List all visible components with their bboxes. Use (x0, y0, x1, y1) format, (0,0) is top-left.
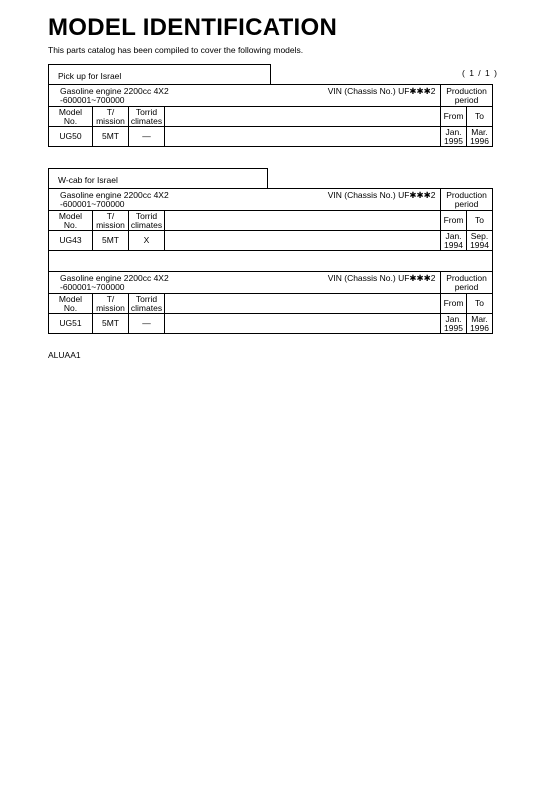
transmission: 5MT (93, 231, 129, 251)
to-header: To (467, 294, 493, 314)
from-header: From (441, 294, 467, 314)
production-period-header: Production period (441, 85, 493, 107)
from-header: From (441, 211, 467, 231)
column-header-row (49, 294, 493, 314)
to-header: To (467, 107, 493, 127)
model-no-header: Model No. (49, 211, 93, 231)
engine-row (49, 189, 493, 211)
torrid-climates: X (129, 231, 165, 251)
catalog-code: ALUAA1 (48, 350, 81, 360)
period-to: Sep. 1994 (467, 231, 493, 251)
transmission-header: T/ mission (93, 294, 129, 314)
engine-spec: Gasoline engine 2200cc 4X2 (60, 85, 169, 96)
blank-cell (165, 314, 441, 334)
page-number: ( 1 / 1 ) (462, 68, 498, 78)
period-from: Jan. 1994 (441, 231, 467, 251)
blank-cell (165, 127, 441, 147)
table-row (49, 127, 493, 147)
page-subtitle: This parts catalog has been compiled to cover the following models. (48, 45, 304, 55)
engine-cell (49, 85, 441, 107)
engine-row (49, 85, 493, 107)
engine-spec: Gasoline engine 2200cc 4X2 (60, 189, 169, 200)
production-period-header: Production period (441, 272, 493, 294)
torrid-climates-header: Torrid climates (129, 107, 165, 127)
model-table-pickup (48, 84, 493, 147)
transmission-header: T/ mission (93, 211, 129, 231)
block-separator (49, 251, 493, 272)
period-to: Mar. 1996 (467, 314, 493, 334)
torrid-climates: — (129, 127, 165, 147)
blank-header (165, 211, 441, 231)
group-tab-pickup: Pick up for Israel (48, 64, 271, 84)
transmission-header: T/ mission (93, 107, 129, 127)
engine-row (49, 272, 493, 294)
table-row (49, 314, 493, 334)
period-from: Jan. 1995 (441, 127, 467, 147)
production-period-header: Production period (441, 189, 493, 211)
torrid-climates-header: Torrid climates (129, 294, 165, 314)
model-no: UG43 (49, 231, 93, 251)
column-header-row (49, 211, 493, 231)
transmission: 5MT (93, 314, 129, 334)
model-no: UG50 (49, 127, 93, 147)
blank-header (165, 107, 441, 127)
column-header-row (49, 107, 493, 127)
transmission: 5MT (93, 127, 129, 147)
engine-cell (49, 272, 441, 294)
vin-range: VIN (Chassis No.) UF✱✱✱2 -600001~700000 (60, 189, 436, 209)
model-no: UG51 (49, 314, 93, 334)
model-no-header: Model No. (49, 294, 93, 314)
to-header: To (467, 211, 493, 231)
blank-header (165, 294, 441, 314)
torrid-climates: — (129, 314, 165, 334)
blank-cell (165, 231, 441, 251)
vin-range: VIN (Chassis No.) UF✱✱✱2 -600001~700000 (60, 85, 436, 105)
table-row (49, 231, 493, 251)
period-to: Mar. 1996 (467, 127, 493, 147)
torrid-climates-header: Torrid climates (129, 211, 165, 231)
model-no-header: Model No. (49, 107, 93, 127)
group-tab-wcab: W-cab for Israel (48, 168, 268, 188)
from-header: From (441, 107, 467, 127)
engine-cell (49, 189, 441, 211)
page-title: MODEL IDENTIFICATION (48, 14, 338, 41)
vin-range: VIN (Chassis No.) UF✱✱✱2 -600001~700000 (60, 272, 436, 292)
period-from: Jan. 1995 (441, 314, 467, 334)
engine-spec: Gasoline engine 2200cc 4X2 (60, 272, 169, 283)
model-table-wcab (48, 188, 493, 334)
